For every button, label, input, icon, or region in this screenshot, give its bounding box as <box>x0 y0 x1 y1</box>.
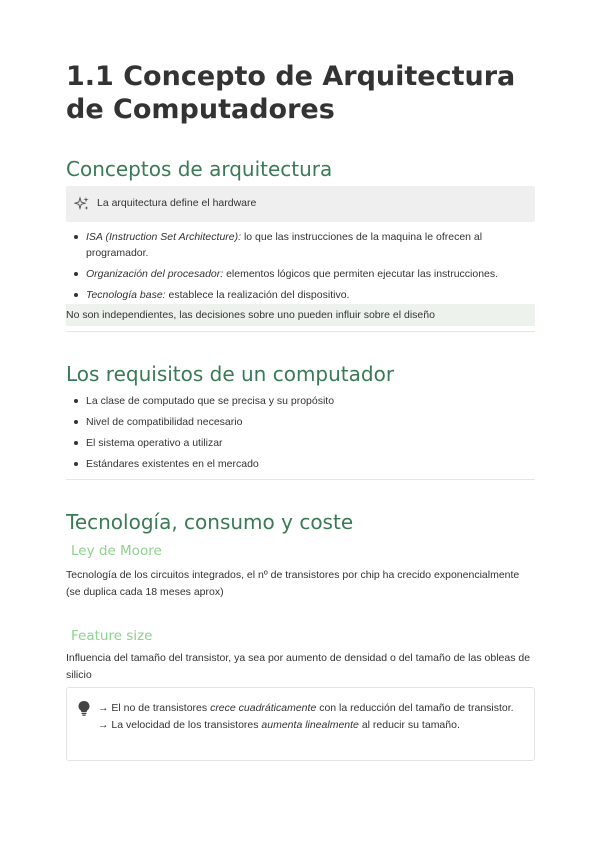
divider <box>66 479 535 480</box>
list-item-text: lo que las instrucciones de la maquina le ofrecen al programador. <box>86 231 483 259</box>
callout-line1-b: con la reducción del tamaño de transistor. <box>316 702 514 714</box>
moore-text: Tecnología de los circuitos integrados, el nº de transistores por chip ha crecido exponencialmente (se duplica cada 18 meses aprox) <box>66 569 520 598</box>
callout-line2-em: aumenta linealmente <box>261 719 359 731</box>
page-title: 1.1 Concepto de Arquitectura de Computadores <box>66 61 516 125</box>
callout-text <box>98 700 518 734</box>
callout-line1-em: crece cuadráticamente <box>210 702 317 714</box>
callout-hardware <box>66 186 535 222</box>
list-item: El sistema operativo a utilizar <box>66 435 535 451</box>
feature-size-text: Influencia del tamaño del transistor, ya sea por aumento de densidad o del tamaño de las obleas de silicio <box>66 652 531 681</box>
list-item-term: Tecnología base: <box>86 289 166 301</box>
list-item-term: Organización del procesador: <box>86 268 224 280</box>
list-item: Estándares existentes en el mercado <box>66 456 535 472</box>
callout-line1-a: → El no de transistores <box>98 702 211 714</box>
list-item <box>66 266 535 282</box>
requirements-list <box>66 393 535 477</box>
concepts-list <box>66 229 535 308</box>
list-item-text: elementos lógicos que permiten ejecutar las instrucciones. <box>223 268 499 280</box>
divider <box>66 331 535 332</box>
note-strip: No son independientes, las decisiones sobre uno pueden influir sobre el diseño <box>66 304 535 326</box>
callout-text: La arquitectura define el hardware <box>97 197 257 209</box>
callout-line2-a: → La velocidad de los transistores <box>98 719 262 731</box>
lightbulb-icon <box>77 700 91 716</box>
list-item <box>66 287 535 303</box>
callout-line2-b: al reducir su tamaño. <box>358 719 460 731</box>
subheading-moore: Ley de Moore <box>71 543 162 559</box>
section-heading-requisitos: Los requisitos de un computador <box>66 362 395 386</box>
sparkles-icon <box>74 196 90 212</box>
list-item-text: establece la realización del dispositivo. <box>165 289 350 301</box>
section-heading-tecnologia: Tecnología, consumo y coste <box>66 510 354 534</box>
list-item: Nivel de compatibilidad necesario <box>66 414 535 430</box>
callout-transistor <box>66 687 535 761</box>
list-item <box>66 229 535 261</box>
subheading-feature-size: Feature size <box>71 628 153 644</box>
section-heading-conceptos: Conceptos de arquitectura <box>66 157 333 181</box>
list-item: La clase de computado que se precisa y su propósito <box>66 393 535 409</box>
list-item-term: ISA (Instruction Set Architecture): <box>86 231 242 243</box>
